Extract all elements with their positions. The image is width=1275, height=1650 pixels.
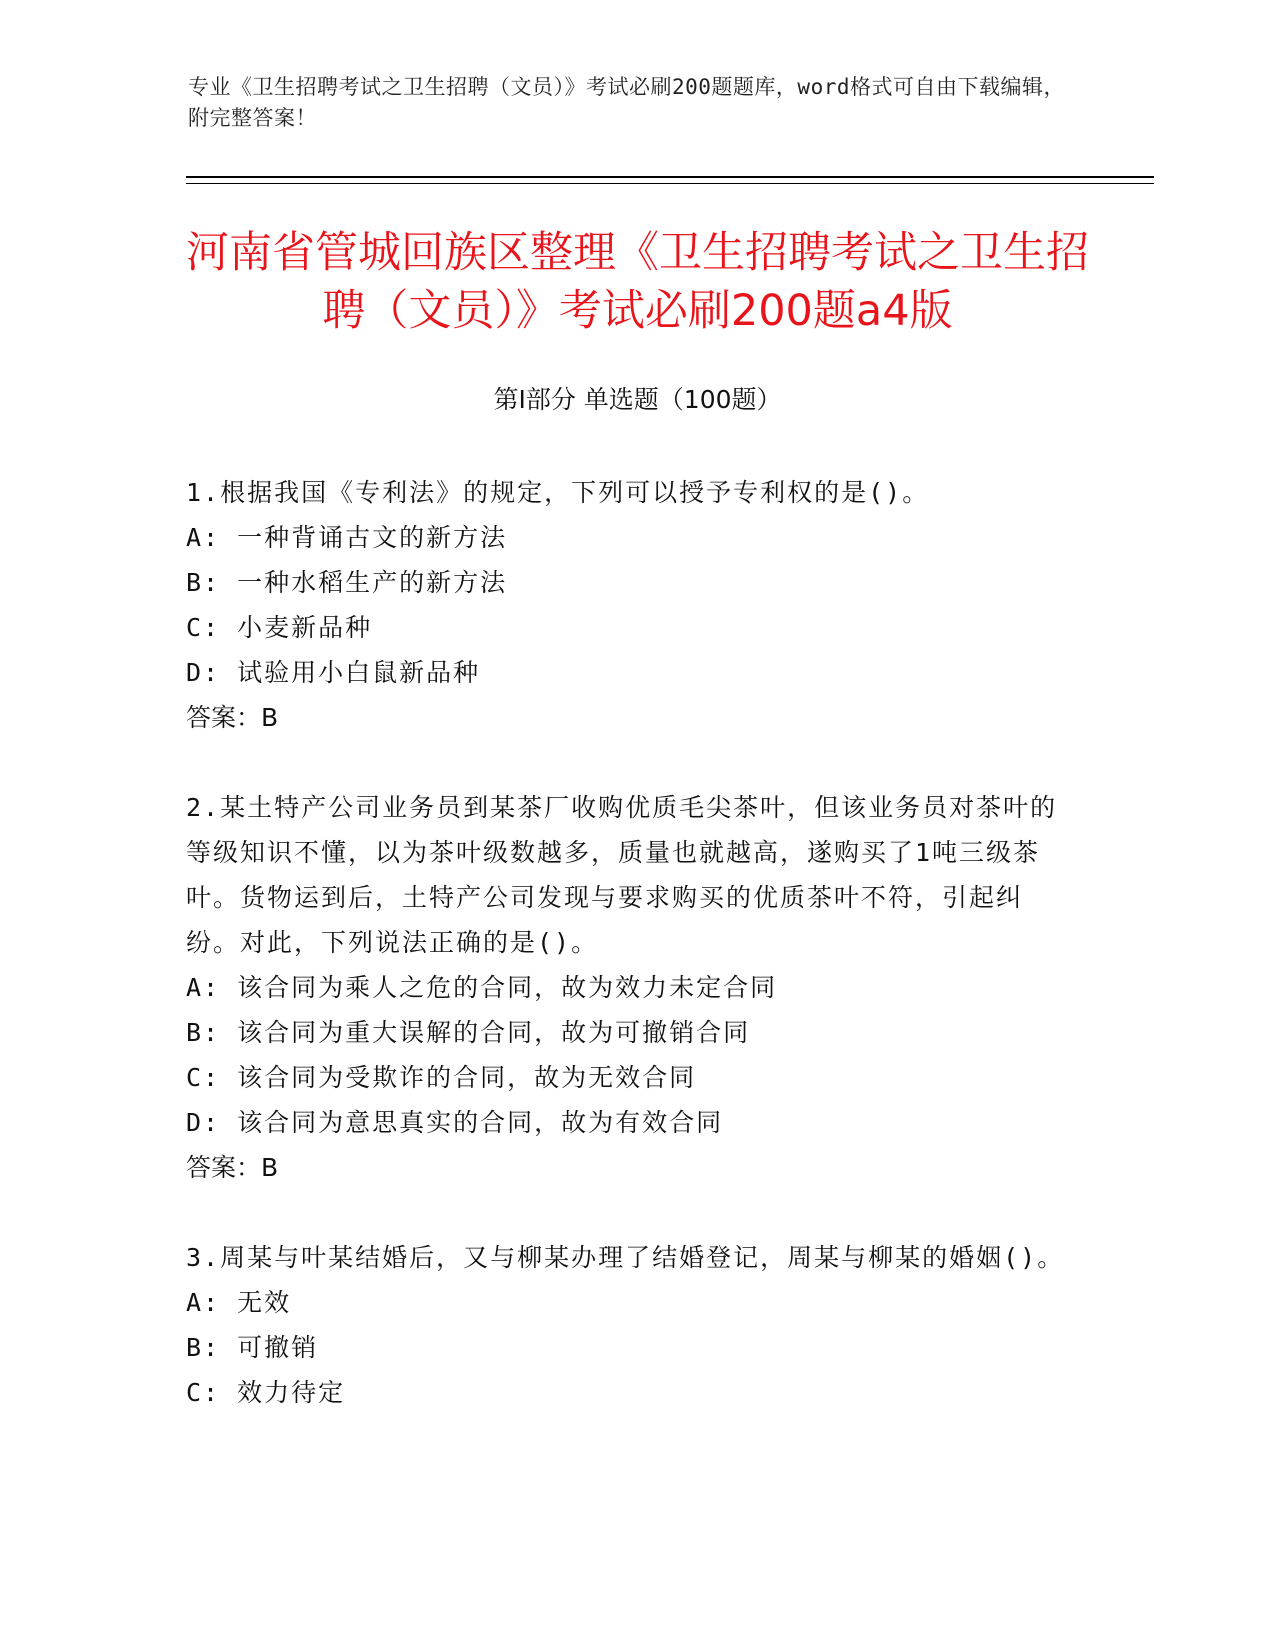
option-b: B: 一种水稻生产的新方法 — [186, 568, 508, 597]
option-d: D: 试验用小白鼠新品种 — [186, 658, 481, 687]
question-3 — [186, 1235, 1066, 1415]
option-b: B: 可撤销 — [186, 1333, 319, 1362]
header-note: 专业《卫生招聘考试之卫生招聘（文员）》考试必刷200题题库，word格式可自由下载编辑，附完整答案！ — [188, 75, 1065, 130]
option-a: A: 该合同为乘人之危的合同，故为效力未定合同 — [186, 973, 778, 1002]
option-c: C: 效力待定 — [186, 1378, 346, 1407]
answer-line: 答案：B — [186, 703, 279, 732]
question-spacer — [186, 1190, 1066, 1235]
section-heading: 第Ⅰ部分 单选题（100题） — [493, 385, 782, 414]
option-a: A: 无效 — [186, 1288, 292, 1317]
question-list — [186, 470, 1066, 1415]
document-title: 河南省管城回族区整理《卫生招聘考试之卫生招聘（文员）》考试必刷200题a4版 — [186, 228, 1089, 336]
question-stem: 3.周某与叶某结婚后，又与柳某办理了结婚登记，周某与柳某的婚姻()。 — [186, 1243, 1065, 1272]
header-rule-thick — [186, 176, 1154, 178]
question-spacer — [186, 740, 1066, 785]
option-c: C: 小麦新品种 — [186, 613, 373, 642]
header-rule-thin — [186, 183, 1154, 184]
question-1 — [186, 470, 1066, 740]
option-b: B: 该合同为重大误解的合同，故为可撤销合同 — [186, 1018, 751, 1047]
option-d: D: 该合同为意思真实的合同，故为有效合同 — [186, 1108, 724, 1137]
question-stem: 2.某土特产公司业务员到某茶厂收购优质毛尖茶叶，但该业务员对茶叶的等级知识不懂，以为茶叶级数越多，质量也就越高，遂购买了1吨三级茶叶。货物运到后，土特产公司发现与要求购买的优质茶叶不符，引起纠纷。对此，下列说法正确的是()。 — [186, 793, 1058, 957]
question-2 — [186, 785, 1066, 1190]
answer-line: 答案：B — [186, 1153, 279, 1182]
option-c: C: 该合同为受欺诈的合同，故为无效合同 — [186, 1063, 697, 1092]
option-a: A: 一种背诵古文的新方法 — [186, 523, 508, 552]
question-stem: 1.根据我国《专利法》的规定，下列可以授予专利权的是()。 — [186, 478, 930, 507]
